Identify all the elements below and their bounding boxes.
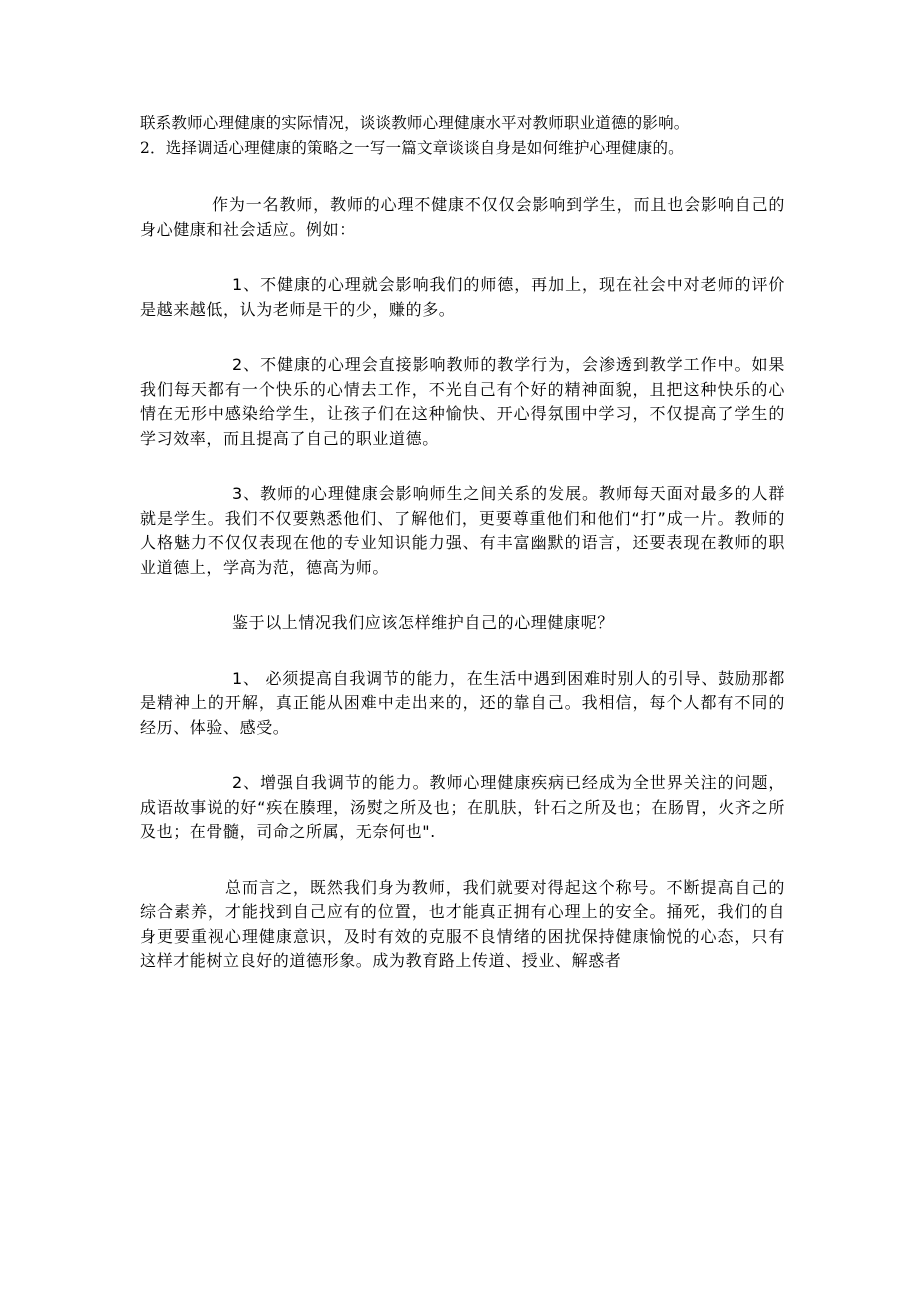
transition-question: 鉴于以上情况我们应该怎样维护自己的心理健康呢？	[232, 613, 614, 632]
question-2: 2．选择调适心理健康的策略之一写一篇文章谈谈自身是如何维护心理健康的。	[140, 139, 684, 157]
impact-paragraph-3: 3、教师的心理健康会影响师生之间关系的发展。教师每天面对最多的人群就是学生。我们不仅要熟悉他们、了解他们，更要尊重他们和他们“打”成一片。教师的人格魅力不仅仅表现在他的专业知识能力强、有丰富幽默的语言，还要表现在教师的职业道德上，学高为范，德高为师。	[140, 484, 785, 577]
document-page	[140, 111, 785, 974]
impact-paragraph-2: 2、不健康的心理会直接影响教师的教学行为，会渗透到教学工作中。如果我们每天都有一个快乐的心情去工作，不光自己有个好的精神面貌，且把这种快乐的心情在无形中感染给学生，让孩子们在这种愉快、开心得氛围中学习，不仅提高了学生的学习效率，而且提高了自己的职业道德。	[140, 355, 785, 448]
strategy-paragraph-1: 1、 必须提高自我调节的能力，在生活中遇到困难时别人的引导、鼓励那都是精神上的开解，真正能从困难中走出来的，还的靠自己。我相信，每个人都有不同的经历、体验、感受。	[140, 668, 785, 737]
strategy-paragraph-2: 2、增强自我调节的能力。教师心理健康疾病已经成为全世界关注的问题，成语故事说的好“疾在腠理，汤熨之所及也；在肌肤，针石之所及也；在肠胃，火齐之所及也；在骨髓，司命之所属，无奈何也".	[140, 773, 785, 841]
impact-paragraph-1: 1、不健康的心理就会影响我们的师德，再加上，现在社会中对老师的评价是越来越低，认为老师是干的少，赚的多。	[140, 275, 785, 319]
question-1: 联系教师心理健康的实际情况，谈谈教师心理健康水平对教师职业道德的影响。	[140, 114, 690, 132]
conclusion-paragraph: 总而言之，既然我们身为教师，我们就要对得起这个称号。不断提高自己的综合素养，才能找到自己应有的位置，也才能真正拥有心理上的安全。捅死，我们的自身更要重视心理健康意识，及时有效的克服不良情绪的困扰保持健康愉悦的心态，只有这样才能树立良好的道德形象。成为教育路上传道、授业、解惑者	[140, 877, 785, 970]
intro-paragraph: 作为一名教师，教师的心理不健康不仅仅会影响到学生，而且也会影响自己的身心健康和社会适应。例如：	[140, 195, 785, 239]
